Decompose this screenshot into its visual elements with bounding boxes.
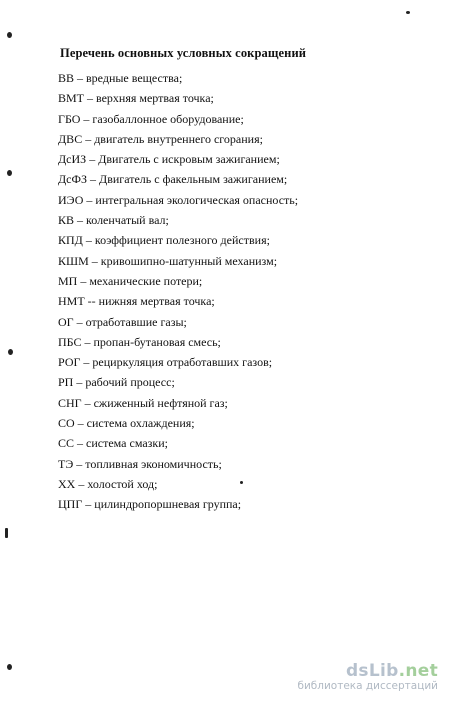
list-item: ИЭО – интегральная экологическая опасность; [58,192,299,207]
list-item: СНГ – сжиженный нефтяной газ; [58,395,228,410]
list-item: ДВС – двигатель внутреннего сгорания; [58,131,263,146]
list-item: ВВ – вредные вещества; [58,71,183,85]
scan-speck [7,664,12,670]
list-item: ХХ – холостой ход; [58,476,158,491]
list-item: МП – механические потери; [58,273,203,288]
list-item: КШМ – кривошипно-шатунный механизм; [58,253,278,268]
scan-speck [5,528,8,538]
list-item: ГБО – газобаллонное оборудование; [58,111,244,126]
page-title: Перечень основных условных сокращений [60,46,307,60]
list-item: РОГ – рециркуляция отработавших газов; [58,355,273,370]
list-item: ПБС – пропан-бутановая смесь; [58,334,221,349]
list-item: РП – рабочий процесс; [58,375,175,390]
list-item: ВМТ – верхняя мертвая точка; [58,91,214,106]
scan-speck [8,349,13,355]
watermark-logo-part2: .net [398,661,438,681]
watermark-logo-part1: dsLib [345,661,399,681]
list-item: КВ – коленчатый вал; [58,213,169,228]
abbreviation-list [58,68,298,515]
list-item: ТЭ – топливная экономичность; [58,456,222,471]
scan-speck [7,32,12,38]
list-item: КПД – коэффициент полезного действия; [58,233,270,248]
watermark-logo [297,661,438,681]
scan-speck [406,11,410,14]
site-watermark [297,661,438,692]
list-item: ОГ – отработавшие газы; [58,314,187,329]
list-item: ДсИЗ – Двигатель с искровым зажиганием; [58,152,280,167]
list-item: ЦПГ – цилиндропоршневая группа; [58,497,242,512]
list-item: НМТ -- нижняя мертвая точка; [58,294,215,309]
list-item: СС – система смазки; [58,436,168,451]
list-item: СО – система охлаждения; [58,416,195,431]
watermark-subtitle: библиотека диссертаций [297,680,438,692]
list-item: ДсФЗ – Двигатель с факельным зажиганием; [58,172,288,187]
scan-speck [7,170,12,176]
